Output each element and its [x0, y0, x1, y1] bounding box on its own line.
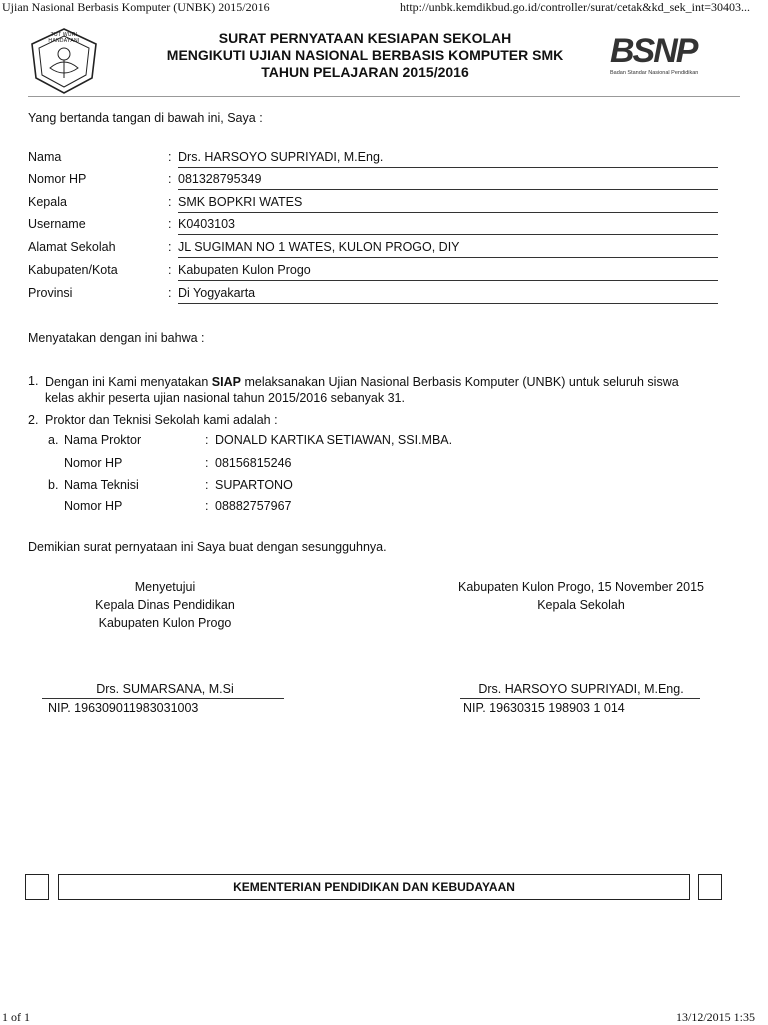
identity-colon: : [168, 150, 172, 164]
identity-value-nama: Drs. HARSOYO SUPRIYADI, M.Eng. [178, 150, 718, 168]
proktor-hp-colon: : [205, 456, 209, 470]
bsnp-logo [610, 34, 720, 82]
signature-right-line-1: Kabupaten Kulon Progo, 15 November 2015 [457, 580, 704, 594]
identity-label-username: Username [28, 217, 86, 231]
identity-colon: : [168, 172, 172, 186]
footer-ministry-label: KEMENTERIAN PENDIDIKAN DAN KEBUDAYAAN [58, 874, 690, 900]
identity-label-nomor-hp: Nomor HP [28, 172, 87, 186]
tut-wuri-handayani-logo [26, 26, 102, 96]
point-1-bold: SIAP [211, 375, 241, 389]
footer-right-box [698, 874, 722, 900]
identity-value-username: K0403103 [178, 217, 718, 235]
print-page-count: 1 of 1 [2, 1010, 30, 1024]
teknisi-hp-colon: : [205, 499, 209, 513]
signature-right-line-2: Kepala Sekolah [537, 598, 625, 612]
proktor-colon: : [205, 433, 209, 447]
proktor-hp-label: Nomor HP [64, 456, 123, 470]
proktor-value: DONALD KARTIKA SETIAWAN, SSI.MBA. [215, 433, 453, 447]
teknisi-colon: : [205, 478, 209, 492]
teknisi-hp-value: 08882757967 [215, 499, 292, 513]
left-logo-text: TUT WURI HANDAYANI [48, 32, 80, 44]
proktor-hp-value: 08156815246 [215, 456, 292, 470]
identity-colon: : [168, 263, 172, 277]
bsnp-logo-mark: BSNP [610, 32, 697, 70]
teknisi-hp-label: Nomor HP [64, 499, 123, 513]
closing-text: Demikian surat pernyataan ini Saya buat dengan sesungguhnya. [28, 540, 387, 554]
teknisi-label: Nama Teknisi [64, 478, 139, 492]
signature-left-nip: NIP. 196309011983031003 [48, 701, 199, 715]
signature-left-line-3: Kabupaten Kulon Progo [98, 616, 232, 630]
point-2-text: Proktor dan Teknisi Sekolah kami adalah : [45, 413, 278, 427]
signature-left-line-1: Menyetujui [134, 580, 196, 594]
proktor-letter: a. [48, 433, 59, 447]
title-line-3: TAHUN PELAJARAN 2015/2016 [261, 64, 469, 80]
identity-label-kepala: Kepala [28, 195, 67, 209]
bsnp-logo-subtext: Badan Standar Nasional Pendidikan [610, 70, 699, 76]
identity-colon: : [168, 240, 172, 254]
point-1-line-2: kelas akhir peserta ujian nasional tahun 2015/2016 sebanyak 31. [45, 391, 405, 405]
identity-colon: : [168, 217, 172, 231]
identity-colon: : [168, 286, 172, 300]
teknisi-letter: b. [48, 478, 59, 492]
title-line-2: MENGIKUTI UJIAN NASIONAL BERBASIS KOMPUTER SMK [166, 47, 564, 63]
signature-left-name: Drs. SUMARSANA, M.Si [96, 682, 234, 696]
point-1-before: Dengan ini Kami menyatakan [45, 375, 209, 389]
intro-text: Yang bertanda tangan di bawah ini, Saya : [28, 111, 263, 125]
letter-title [140, 30, 590, 81]
signature-right-block [440, 578, 722, 614]
footer-left-box [25, 874, 49, 900]
title-line-1: SURAT PERNYATAAN KESIAPAN SEKOLAH [218, 30, 512, 46]
signature-left-line-2: Kepala Dinas Pendidikan [95, 598, 235, 612]
identity-value-kabupaten: Kabupaten Kulon Progo [178, 263, 718, 281]
identity-label-nama: Nama [28, 150, 62, 164]
point-1-number: 1. [28, 374, 39, 388]
signature-right-line [460, 698, 700, 699]
print-url: http://unbk.kemdikbud.go.id/controller/surat/cetak&kd_sek_int=30403... [400, 0, 751, 14]
signature-left-block [40, 578, 290, 632]
header-divider [28, 96, 740, 97]
print-timestamp: 13/12/2015 1:35 [676, 1010, 756, 1024]
identity-value-alamat: JL SUGIMAN NO 1 WATES, KULON PROGO, DIY [178, 240, 718, 258]
point-2-number: 2. [28, 413, 39, 427]
signature-left-line [42, 698, 284, 699]
point-1-after: melaksanakan Ujian Nasional Berbasis Komputer (UNBK) untuk seluruh siswa [244, 375, 679, 389]
teknisi-value: SUPARTONO [215, 478, 293, 492]
identity-label-alamat: Alamat Sekolah [28, 240, 116, 254]
point-1-text [45, 374, 718, 391]
proktor-label: Nama Proktor [64, 433, 142, 447]
signature-right-name: Drs. HARSOYO SUPRIYADI, M.Eng. [478, 682, 684, 696]
identity-label-provinsi: Provinsi [28, 286, 73, 300]
statement-intro: Menyatakan dengan ini bahwa : [28, 331, 205, 345]
identity-colon: : [168, 195, 172, 209]
identity-value-kepala: SMK BOPKRI WATES [178, 195, 718, 213]
identity-value-provinsi: Di Yogyakarta [178, 286, 718, 304]
identity-label-kabupaten: Kabupaten/Kota [28, 263, 118, 277]
identity-value-nomor-hp: 081328795349 [178, 172, 718, 190]
print-page-title: Ujian Nasional Berbasis Komputer (UNBK) 2015/2016 [2, 0, 270, 14]
signature-right-nip: NIP. 19630315 198903 1 014 [463, 701, 625, 715]
